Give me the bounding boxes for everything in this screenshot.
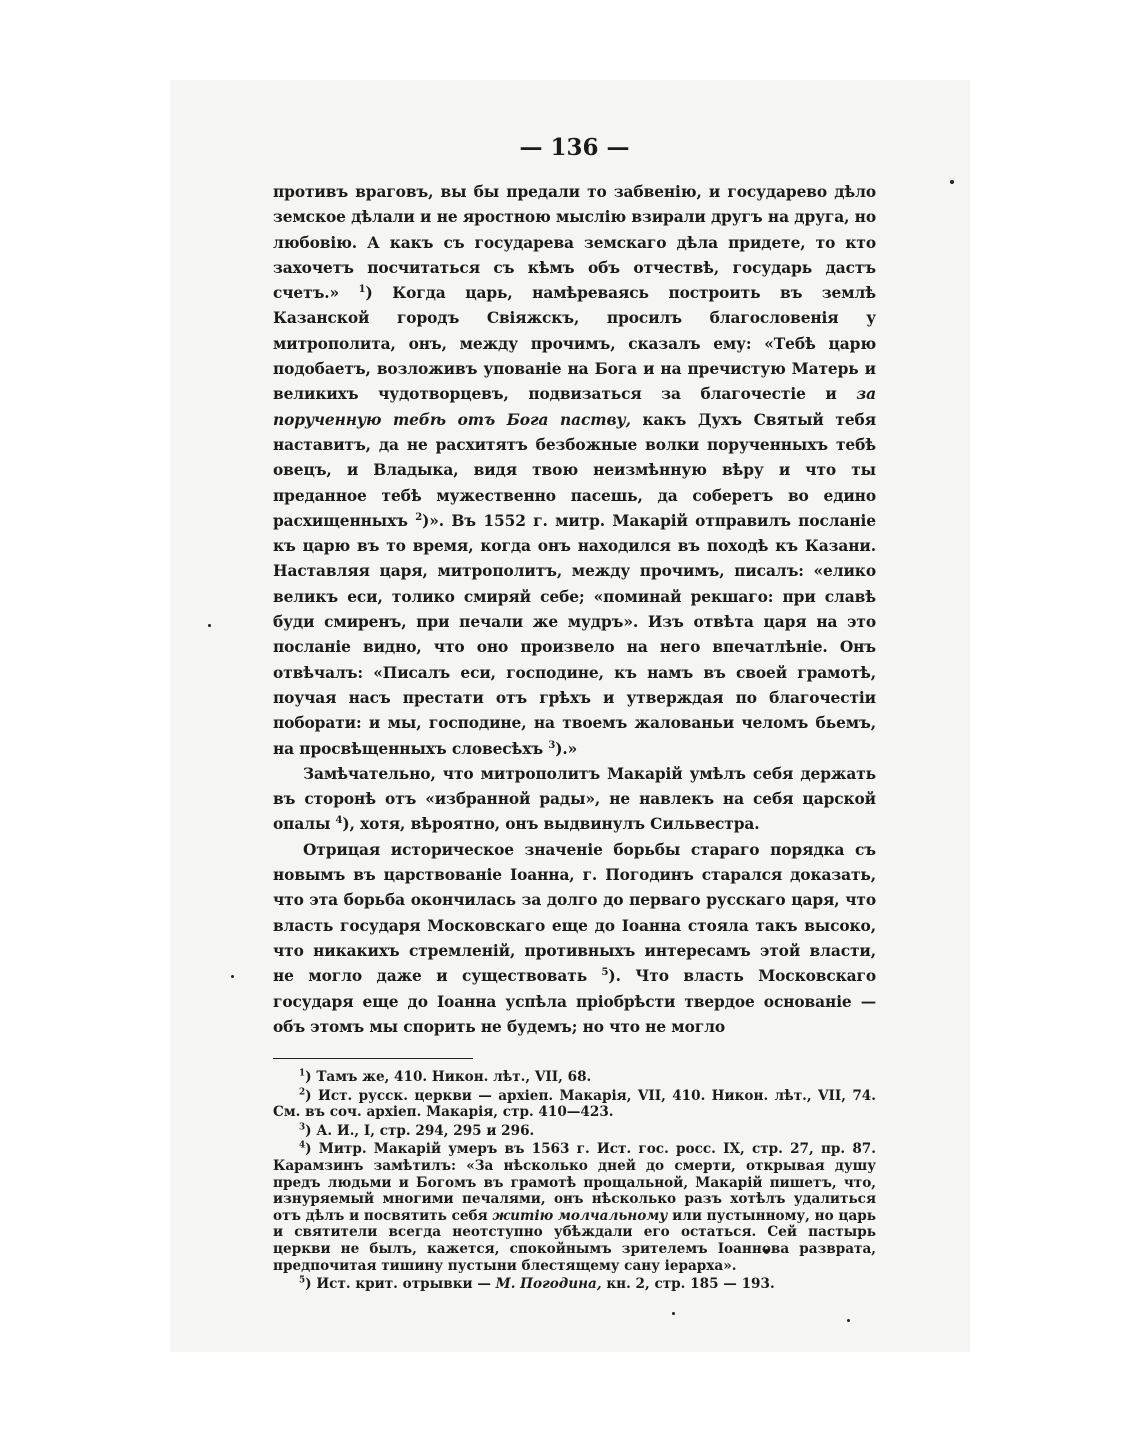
text-run: Отрицая историческое значеніе борьбы стараго порядка съ новымъ въ царствованіе Іоанна, г. Погодинъ старался доказать, что эта борьба окончилась за долго до перваго русскаго царя, что власть государя Московскаго еще до Іоанна стояла такъ высоко, что никакихъ стремленій, противныхъ интересамъ этой власти, не могло даже и существовать [273,840,876,986]
text-run: ), хотя, вѣроятно, онъ выдвинулъ Сильвестра. [342,815,760,834]
footnote [273,1276,876,1293]
footnote [273,1141,876,1274]
footnote-ref: 2 [299,1087,306,1098]
text-run: )». Въ 1552 г. митр. Макарій отправилъ посланіе къ царю въ то время, когда онъ находился въ походѣ къ Казани. Наставляя царя, митрополитъ, между прочимъ, писалъ: «елико великъ еси, толико смиряй себе; «поминай рекшаго: при славѣ буди смиренъ, при печали же мудръ». Изъ отвѣта царя на это посланіе видно, что оно произвело на него впечатлѣніе. Онъ отвѣчалъ: «Писалъ еси, господине, къ намъ въ своей грамотѣ, поучая насъ престати отъ грѣхъ и утверждая по благочестіи поборати: и мы, господине, на твоемъ жалованьи челомъ бьемъ, на просвѣщенныхъ словесѣхъ [273,511,876,758]
scan-speck [672,1312,675,1315]
footnote-ref: 3 [548,739,556,751]
footnote [273,1069,876,1086]
text-run: какъ Духъ Святый тебя наставитъ, да не расхитятъ безбожные волки порученныхъ тебѣ овецъ, и Владыка, видя твою неизмѣнную вѣру и что ты преданное тебѣ мужественно пасешь, да соберетъ во едино расхищенныхъ [273,410,876,530]
footnote [273,1088,876,1121]
text-block [273,130,876,1295]
footnote-ref: 1 [299,1068,306,1079]
text-run: Замѣчательно, что митрополитъ Макарій умѣлъ себя держать въ сторонѣ отъ «избранной рады», не навлекъ на себя царской опалы [273,764,876,834]
italic-text: М. Погодина, [495,1276,602,1293]
text-run: ) Тамъ же, 410. Никон. лѣт., VII, 68. [305,1069,592,1086]
scan-speck [950,180,954,184]
footnote-ref: 4 [299,1140,306,1151]
italic-text: за порученную тебѣ отъ Бога паству, [273,385,876,429]
body-text [273,180,876,1040]
text-run: или пустынному, но царь и святители всегда неотступно убѣждали его остаться. Сей пастырь церкви не былъ, кажется, спокойнымъ зрителемъ Іоаннова разврата, предпочитая тишину пустыни блестящему сану іерарха». [273,1207,876,1274]
footnote-ref: 5 [601,967,609,979]
page-number: — 136 — [519,134,630,161]
text-run: ) Митр. Макарій умеръ въ 1563 г. Ист. гос. росс. IX, стр. 27, пр. 87. Карамзинъ замѣтилъ: «За нѣсколько дней до смерти, открывая душу предъ людьми и Богомъ въ грамотѣ прощальной, Макарій пишетъ, что, изнуряемый многими печалями, онъ нѣсколько разъ хотѣлъ удалиться отъ дѣлъ и посвятить себя [273,1141,876,1224]
text-run: ) Когда царь, намѣреваясь построить въ землѣ Казанской городъ Свіяжскъ, просилъ благословенія у митрополита, онъ, между прочимъ, сказалъ ему: «Тебѣ царю подобаетъ, возложивъ упованіе на Бога и на пречистую Матерь и великихъ чудотворцевъ, подвизаться за благочестіе и [273,284,876,404]
text-run: ). Что власть Московскаго государя еще до Іоанна успѣла пріобрѣсти твердое основаніе — объ этомъ мы спорить не будемъ; но что не могло [273,967,876,1036]
footnote [273,1123,876,1140]
footnote-ref: 4 [335,815,343,827]
scan-speck [231,975,234,978]
text-run: ).» [555,739,578,758]
footnotes [273,1069,876,1293]
text-run: ) А. И., I, стр. 294, 295 и 296. [305,1122,535,1139]
footnote-ref: 5 [299,1275,306,1286]
text-run: ) Ист. русск. церкви — архіеп. Макарія, VII, 410. Никон. лѣт., VII, 74. См. въ соч. архіеп. Макарія, стр. 410—423. [273,1087,876,1121]
text-run: кн. 2, стр. 185 — 193. [601,1276,775,1293]
italic-text: житію молчальному [492,1207,668,1224]
footnote-ref: 3 [299,1122,306,1133]
footnote-divider [273,1058,473,1059]
footnote-ref: 2 [415,511,423,523]
paragraph [273,762,876,838]
scan-speck [847,1319,850,1322]
footnote-ref: 1 [358,284,366,296]
paragraph [273,838,876,1040]
text-run: противъ враговъ, вы бы предали то забвенію, и государево дѣло земское дѣлали и не яростною мыслію взирали другъ на друга, но любовію. А какъ съ государева земскаго дѣла придете, то кто захочетъ посчитаться съ кѣмъ объ отчествѣ, государь дастъ счетъ.» [273,183,876,303]
scan-speck [208,624,211,627]
paragraph [273,180,876,762]
text-run: ) Ист. крит. отрывки — [305,1276,496,1293]
